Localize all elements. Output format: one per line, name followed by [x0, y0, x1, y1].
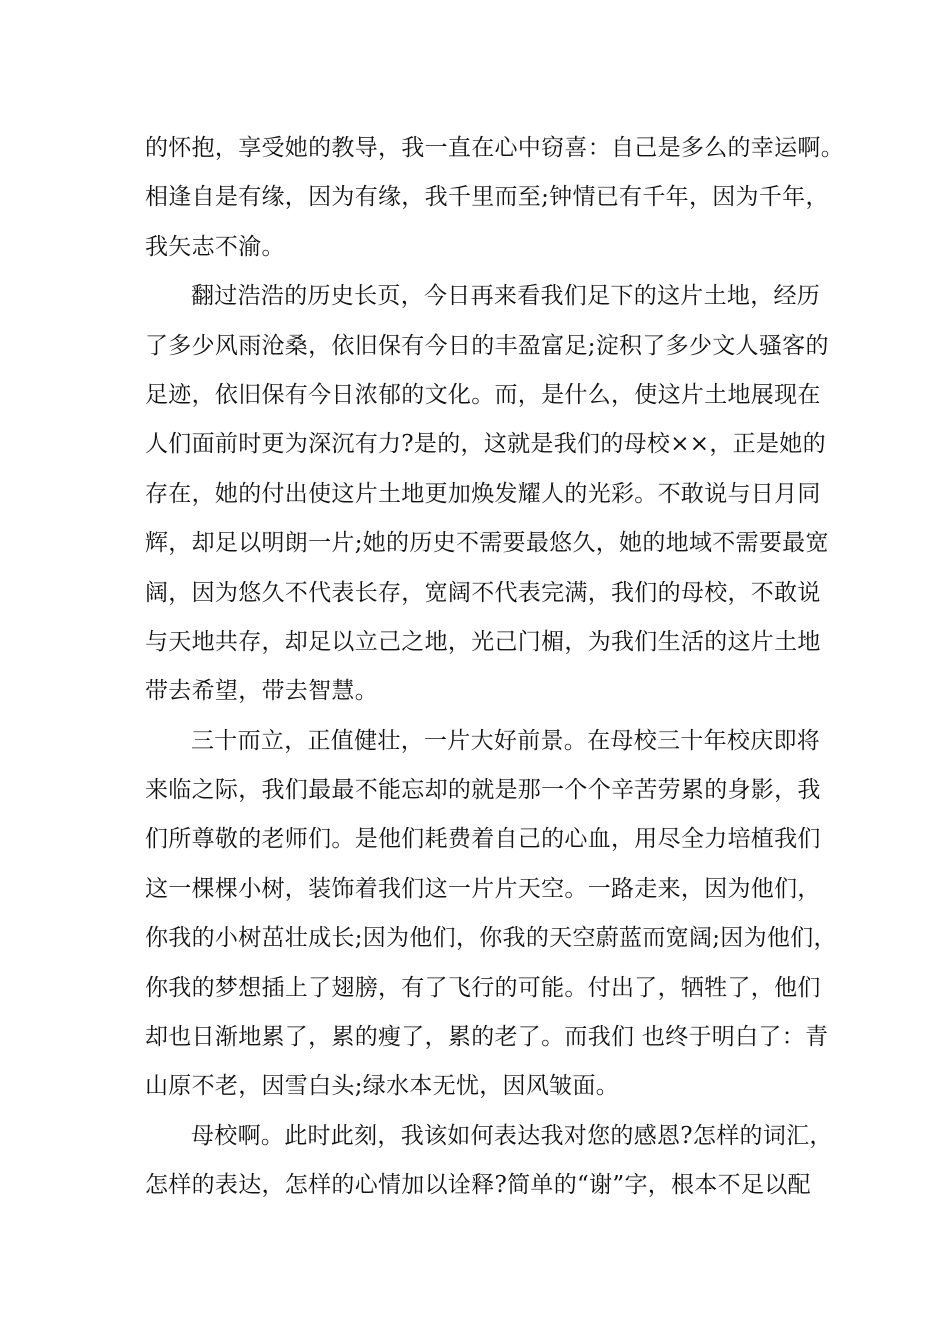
text-line: 却也日渐地累了，累的瘦了，累的老了。而我们 也终于明白了：青	[145, 1024, 829, 1051]
text-line: 人们面前时更为深沉有力?是的，这就是我们的母校××，正是她的	[145, 431, 826, 458]
text-line: 翻过浩浩的历史长页，今日再来看我们足下的这片土地，经历	[191, 283, 821, 310]
text-line: 存在，她的付出使这片土地更加焕发耀人的光彩。不敢说与日月同	[145, 480, 821, 507]
text-line: 我矢志不渝。	[145, 233, 285, 260]
body-text	[145, 124, 845, 1211]
text-line: 来临之际，我们最最不能忘却的就是那一个个辛苦劳累的身影，我	[145, 777, 821, 804]
text-line: 们所尊敬的老师们。是他们耗费着自己的心血，用尽全力培植我们	[145, 826, 821, 853]
text-line: 辉，却足以明朗一片;她的历史不需要最悠久，她的地域不需要最宽	[145, 530, 829, 557]
text-line: 了多少风雨沧桑，依旧保有今日的丰盈富足;淀积了多少文人骚客的	[145, 332, 829, 359]
text-line: 带去希望，带去智慧。	[145, 678, 378, 705]
text-line: 与天地共存，却足以立己之地，光己门楣，为我们生活的这片土地	[145, 628, 821, 655]
text-line: 足迹，依旧保有今日浓郁的文化。而，是什么，使这片土地展现在	[145, 381, 821, 408]
text-line: 三十而立，正值健壮，一片大好前景。在母校三十年校庆即将	[191, 727, 821, 754]
text-line: 阔，因为悠久不代表长存，宽阔不代表完满，我们的母校，不敢说	[145, 579, 821, 606]
text-line: 这一棵棵小树，装饰着我们这一片片天空。一路走来，因为他们，	[145, 875, 821, 902]
text-line: 怎样的表达，怎样的心情加以诠释?简单的“谢”字，根本不足以配	[145, 1172, 811, 1199]
text-line: 山原不老，因雪白头;绿水本无忧，因风皱面。	[145, 1073, 620, 1100]
text-line: 你我的梦想插上了翅膀，有了飞行的可能。付出了，牺牲了，他们	[145, 974, 821, 1001]
text-line: 母校啊。此时此刻，我该如何表达我对您的感恩?怎样的词汇，	[191, 1122, 833, 1149]
text-line: 相逢自是有缘，因为有缘，我千里而至;钟情已有千年，因为千年，	[145, 184, 829, 211]
text-line: 的怀抱，享受她的教导，我一直在心中窃喜：自己是多么的幸运啊。	[145, 135, 844, 161]
text-line: 你我的小树茁壮成长;因为他们，你我的天空蔚蓝而宽阔;因为他们，	[145, 925, 837, 952]
